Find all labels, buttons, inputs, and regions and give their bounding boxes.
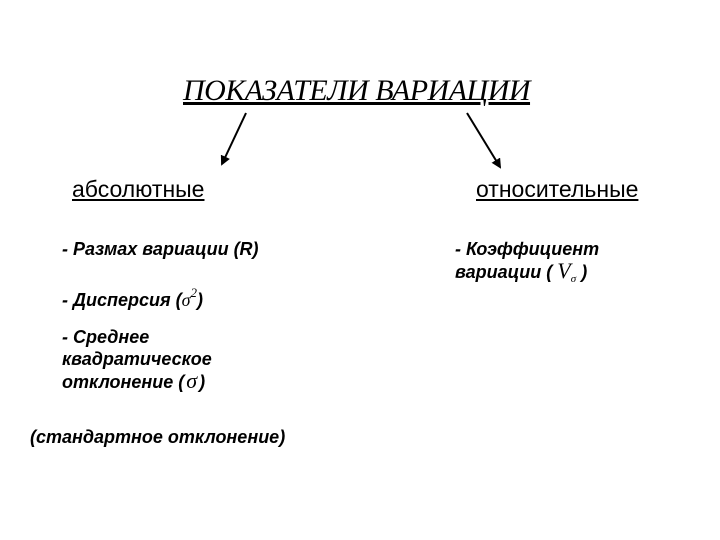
arrow-left [222, 113, 246, 164]
item-coefficient-label: вариации ( [455, 262, 553, 282]
item-range: - Размах вариации (R) [62, 239, 259, 259]
exponent-two: 2 [190, 285, 197, 300]
category-absolute: абсолютные [72, 176, 205, 202]
item-variance-close: ) [197, 290, 203, 310]
item-coefficient-line-1: - Коэффициент [455, 239, 600, 259]
item-std-close: ) [199, 372, 206, 392]
item-standard-deviation-note: (стандартное отклонение) [30, 427, 286, 447]
arrow-right [467, 113, 500, 167]
item-coefficient-line-2 [455, 260, 599, 290]
item-std-line-2: квадратическое [62, 349, 212, 369]
category-relative: относительные [476, 176, 639, 202]
item-variance [62, 282, 203, 311]
sigma-symbol: σ [186, 368, 198, 393]
item-coefficient-close: ) [581, 262, 588, 282]
sigma-subscript: σ [570, 273, 577, 285]
v-symbol: V [557, 258, 571, 283]
item-coefficient [455, 238, 599, 290]
item-std-line-3 [62, 370, 212, 393]
sigma-symbol: σ [181, 290, 191, 310]
item-std-label: отклонение ( [62, 372, 185, 392]
item-std-deviation [62, 326, 212, 393]
item-variance-label: - Дисперсия ( [62, 290, 182, 310]
item-std-line-1: - Среднее [62, 327, 150, 347]
diagram-title: ПОКАЗАТЕЛИ ВАРИАЦИИ [183, 74, 531, 107]
